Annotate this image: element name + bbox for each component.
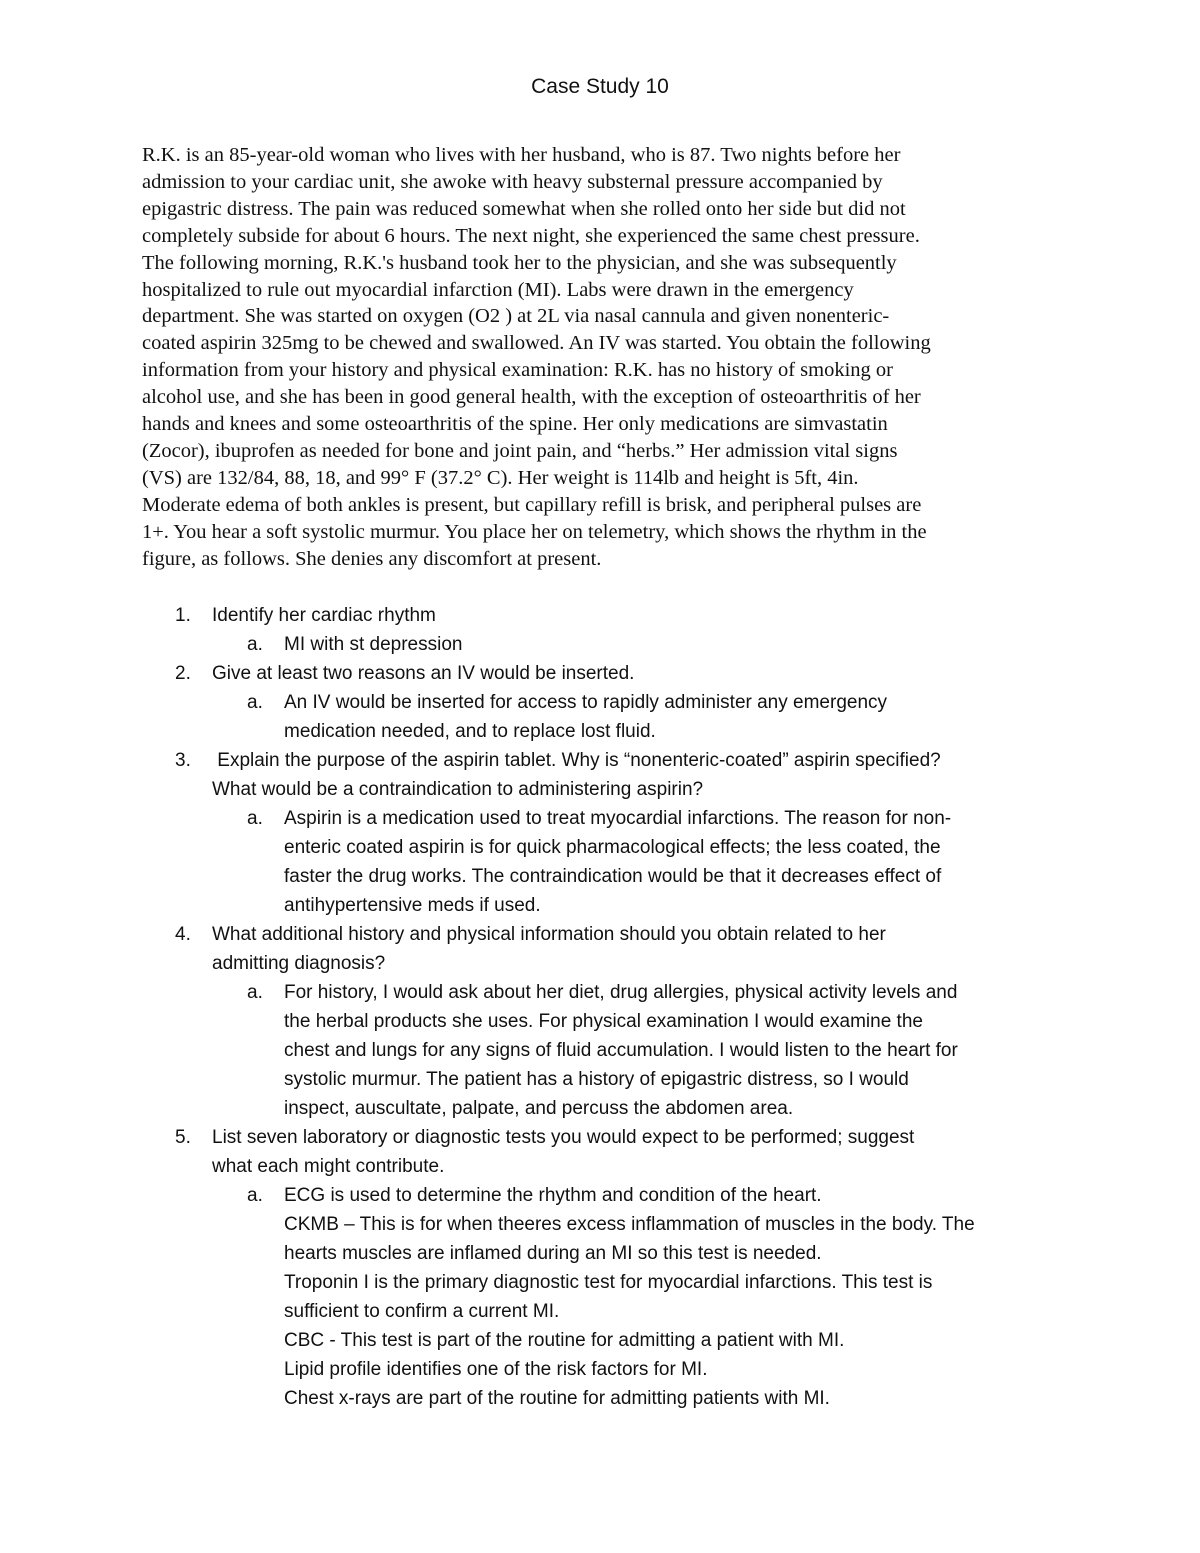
question-item <box>0 659 1200 688</box>
answer-text: An IV would be inserted for access to rapidly administer any emergency <box>284 692 888 713</box>
question-list <box>0 601 1200 1413</box>
question-number: 2. <box>175 663 191 684</box>
answer-text: CBC - This test is part of the routine for admitting a patient with MI. <box>284 1330 845 1351</box>
answer-item <box>0 833 1200 862</box>
question-item <box>0 920 1200 949</box>
question-text: Explain the purpose of the aspirin tablet. Why is “nonenteric-coated” aspirin specified? <box>212 750 941 771</box>
answer-text: systolic murmur. The patient has a history of epigastric distress, so I would <box>284 1069 909 1090</box>
answer-item <box>0 717 1200 746</box>
intro-line: alcohol use, and she has been in good general health, with the exception of osteoarthritis of her <box>142 386 921 409</box>
question-number: 1. <box>175 605 191 626</box>
answer-item <box>0 1210 1200 1239</box>
answer-item <box>0 630 1200 659</box>
answer-text: hearts muscles are inflamed during an MI so this test is needed. <box>284 1243 822 1264</box>
question-number: 3. <box>175 750 191 771</box>
intro-line: 1+. You hear a soft systolic murmur. You place her on telemetry, which shows the rhythm in the <box>142 520 927 543</box>
answer-text: medication needed, and to replace lost fluid. <box>284 721 656 742</box>
answer-item <box>0 1094 1200 1123</box>
intro-line: R.K. is an 85-year-old woman who lives with her husband, who is 87. Two nights before her <box>142 144 901 166</box>
answer-item <box>0 1007 1200 1036</box>
answer-item <box>0 1384 1200 1413</box>
answer-item <box>0 688 1200 717</box>
intro-line: (VS) are 132/84, 88, 18, and 99° F (37.2° C). Her weight is 114lb and height is 5ft, 4in. <box>142 466 859 489</box>
answer-text: antihypertensive meds if used. <box>284 895 541 916</box>
answer-item <box>0 978 1200 1007</box>
question-text: What additional history and physical information should you obtain related to her <box>212 924 886 945</box>
intro-line: figure, as follows. She denies any discomfort at present. <box>142 547 602 570</box>
answer-label: a. <box>247 1185 263 1206</box>
answer-item <box>0 891 1200 920</box>
question-text: admitting diagnosis? <box>212 953 386 974</box>
answer-text: Aspirin is a medication used to treat myocardial infarctions. The reason for non- <box>284 808 952 829</box>
answer-item <box>0 1268 1200 1297</box>
answer-item <box>0 1181 1200 1210</box>
answer-label: a. <box>247 982 263 1003</box>
answer-item <box>0 862 1200 891</box>
question-text: Identify her cardiac rhythm <box>212 605 436 626</box>
question-item <box>0 775 1200 804</box>
question-text: List seven laboratory or diagnostic tests you would expect to be performed; suggest <box>212 1127 915 1148</box>
answer-text: Lipid profile identifies one of the risk factors for MI. <box>284 1359 708 1380</box>
case-intro-paragraph <box>142 142 1062 573</box>
question-item <box>0 949 1200 978</box>
answer-text: CKMB – This is for when theeres excess inflammation of muscles in the body. The <box>284 1214 975 1235</box>
answer-item <box>0 1297 1200 1326</box>
intro-line: hands and knees and some osteoarthritis of the spine. Her only medications are simvastatin <box>142 413 888 436</box>
page-title: Case Study 10 <box>531 75 669 98</box>
answer-item <box>0 1036 1200 1065</box>
answer-item <box>0 1355 1200 1384</box>
answer-item <box>0 1326 1200 1355</box>
intro-line: completely subside for about 6 hours. The next night, she experienced the same chest pressure. <box>142 224 920 247</box>
intro-line: information from your history and physical examination: R.K. has no history of smoking or <box>142 359 893 382</box>
answer-item <box>0 1239 1200 1268</box>
question-item <box>0 1123 1200 1152</box>
intro-line: The following morning, R.K.'s husband took her to the physician, and she was subsequently <box>142 251 897 274</box>
answer-text: faster the drug works. The contraindication would be that it decreases effect of <box>284 866 942 887</box>
answer-text: Troponin I is the primary diagnostic test for myocardial infarctions. This test is <box>284 1272 933 1293</box>
intro-line: Moderate edema of both ankles is present, but capillary refill is brisk, and peripheral pulses are <box>142 493 922 516</box>
intro-line: admission to your cardiac unit, she awoke with heavy substernal pressure accompanied by <box>142 170 883 193</box>
answer-text: Chest x-rays are part of the routine for admitting patients with MI. <box>284 1388 830 1409</box>
question-text: what each might contribute. <box>212 1156 445 1177</box>
question-number: 5. <box>175 1127 191 1148</box>
question-text: Give at least two reasons an IV would be inserted. <box>212 663 635 684</box>
intro-line: hospitalized to rule out myocardial infarction (MI). Labs were drawn in the emergency <box>142 278 854 301</box>
answer-text: sufficient to confirm a current MI. <box>284 1301 560 1322</box>
answer-text: MI with st depression <box>284 634 463 655</box>
answer-text: chest and lungs for any signs of fluid accumulation. I would listen to the heart for <box>284 1040 958 1061</box>
question-item <box>0 1152 1200 1181</box>
question-text: What would be a contraindication to administering aspirin? <box>212 779 704 800</box>
intro-line: epigastric distress. The pain was reduced somewhat when she rolled onto her side but did not <box>142 197 906 220</box>
answer-text: enteric coated aspirin is for quick pharmacological effects; the less coated, the <box>284 837 941 858</box>
answer-item <box>0 1065 1200 1094</box>
answer-label: a. <box>247 692 263 713</box>
intro-line: department. She was started on oxygen (O2 ) at 2L via nasal cannula and given nonenteric- <box>142 305 890 328</box>
answer-label: a. <box>247 634 263 655</box>
answer-text: inspect, auscultate, palpate, and percuss the abdomen area. <box>284 1098 794 1119</box>
answer-text: ECG is used to determine the rhythm and condition of the heart. <box>284 1185 822 1206</box>
intro-line: (Zocor), ibuprofen as needed for bone and joint pain, and “herbs.” Her admission vital signs <box>142 439 898 462</box>
question-number: 4. <box>175 924 191 945</box>
answer-text: For history, I would ask about her diet, drug allergies, physical activity levels and <box>284 982 958 1003</box>
answer-item <box>0 804 1200 833</box>
question-item <box>0 746 1200 775</box>
answer-label: a. <box>247 808 263 829</box>
question-item <box>0 601 1200 630</box>
intro-line: coated aspirin 325mg to be chewed and swallowed. An IV was started. You obtain the following <box>142 332 931 355</box>
answer-text: the herbal products she uses. For physical examination I would examine the <box>284 1011 923 1032</box>
